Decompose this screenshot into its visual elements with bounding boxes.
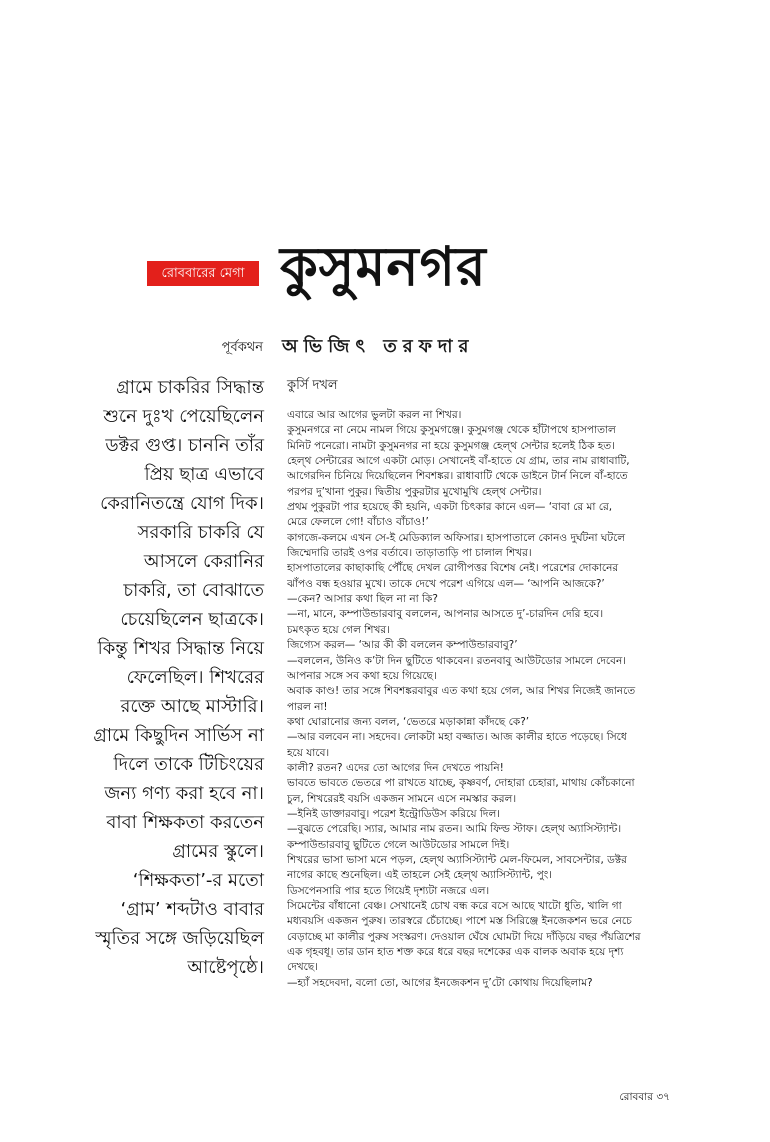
pull-quote-line: জন্য গণ্য করা হবে না। [104,783,264,804]
body-line: চুল, শিখরেরই বয়সি একজন সামনে এসে নমস্কার করল। [287,792,517,805]
pull-quote-line: দিলে তাকে টিচিংয়ের [113,754,264,775]
body-line: কম্পাউন্ডারবাবু ছুটিতে গেলে আউটডোর সামলে দিই। [287,838,510,851]
body-line: আগেরদিন চিনিয়ে দিয়েছিলেন শিবশঙ্কর। রাধাবাটি থেকে ডাইনে টার্ন নিলে বাঁ-হাতে [287,470,628,483]
body-line: জিম্মেদারি তারই ওপর বর্তাবে। তাড়াতাড়ি পা চালাল শিখর। [287,547,532,560]
body-line: নাগের কাছে শুনেছিল। এই তাহলে সেই হেল্‌থ অ্যাসিস্ট্যান্ট, পুং। [287,869,553,882]
body-line: শিখরের ভাসা ভাসা মনে পড়ল, হেল্‌থ অ্যাসিস্ট্যান্ট মেল-ফিমেল, সাবসেন্টার, ডক্টর [287,853,627,866]
author-name: অভিজিৎ তরফদার [282,336,475,357]
body-line: ভাবতে ভাবতে ভেতরে পা রাখতে যাচ্ছে, কৃষ্ণবর্ণ, দোহারা চেহারা, মাথায় কোঁচকানো [287,777,635,790]
section-heading: কুর্সি দখল [287,378,338,393]
pull-quote-line: ‘শিক্ষকতা’-র মতো [132,870,264,891]
body-line: —বুঝতে পেরেছি। স্যার, আমার নাম রতন। আমি ফিল্ড স্টাফ। হেল্‌থ অ্যাসিস্ট্যান্ট। [287,823,622,836]
pull-quote-line: কেরানিতন্ত্রে যোগ দিক। [100,493,264,514]
pull-quote-line: স্মৃতির সঙ্গে জড়িয়েছিল [95,928,264,949]
pull-quote-line: প্রিয় ছাত্র এভাবে [144,464,264,485]
body-line: মধ্যবয়সি একজন পুরুষ। তারস্বরে চেঁচাচ্ছে। পাশে মস্ত সিরিঞ্জে ইনজেকশন ভরে নেচে [287,915,632,928]
body-line: —না, মানে, কম্পাউন্ডারবাবু বললেন, আপনার আসতে দু’-চারদিন দেরি হবে। [287,608,604,621]
body-line: সিমেন্টের বাঁধানো বেঞ্চ। সেখানেই চোখ বন্ধ করে বসে আছে খাটো ধুতি, খালি গা [287,900,622,912]
body-line: কুসুমনগরে না নেমে নামল গিয়ে কুসুমগঞ্জে। কুসুমগঞ্জ থেকে হাঁটাপথে হাসপাতাল [287,424,616,437]
body-line: কাগজে-কলমে এখন সে-ই মেডিক্যাল অফিসার। হাসপাতালে কোনও দুর্ঘটনা ঘটলে [287,531,626,544]
body-line: পারল না! [287,700,328,713]
pull-quote-line: রক্তে আছে মাস্টারি। [120,696,264,717]
body-line: হাসপাতালের কাছাকাছি পৌঁছে দেখল রোগীপত্তর বিশেষ নেই। পরেশের দোকানের [287,562,619,575]
body-line: হয়ে যাবে। [287,746,330,759]
pull-quote-line: গ্রামে কিছুদিন সার্ভিস না [93,725,264,746]
pull-quote-line: ডক্টর গুপ্ত। চাননি তাঁর [105,435,264,456]
pull-quote-line: চেয়েছিলেন ছাত্রকে। [120,609,264,630]
body-line: কথা ঘোরানোর জন্য বলল, ‘ভেতরে মড়াকান্না কাঁদছে কে?’ [287,715,530,728]
body-line: দেখছে। [287,961,319,974]
pull-quote-line: ফেলেছিল। শিখরের [126,667,264,688]
body-line: —আর বলবেন না। সহদেব। লোকটা মহা বজ্জাত। আজ কালীর হাতে পড়েছে। সিধে [287,731,627,744]
body-line: —কেন? আসার কথা ছিল না না কি? [287,593,438,606]
pull-quote-line: গ্রামে চাকরির সিদ্ধান্ত [116,377,264,398]
body-line: মেরে ফেললে গো! বাঁচাও বাঁচাও!’ [287,516,429,529]
pull-quote [60,373,264,982]
section-tag: রোববারের মেগা [147,261,259,286]
body-line: চমৎকৃত হয়ে গেল শিখর। [287,623,390,636]
body-line: মিনিট পনেরো। নামটা কুসুমনগর না হয়ে কুসুমগঞ্জ হেল্‌থ সেন্টার হলেই ঠিক হত। [287,439,615,452]
body-line: এবারে আর আগের ভুলটা করল না শিখর। [287,409,462,421]
body-line: এক গৃহবধূ। তার ডান হাত শক্ত করে ধরে বছর দশেকের এক বালক অবাক হয়ে দৃশ্য [287,946,624,959]
page-folio: রোববার ৩৭ [619,1091,670,1103]
body-line: ডিসপেনসারি পার হতে গিয়েই দৃশ্যটা নজরে এল। [287,884,490,897]
pull-quote-line: কিন্তু শিখর সিদ্ধান্ত নিয়ে [97,638,264,659]
pull-quote-line: সরকারি চাকরি যে [137,522,264,543]
page-title: কুসুমনগর [280,235,487,298]
body-line: —হ্যাঁ সহদেবদা, বলো তো, আগের ইনজেকশন দু’টো কোথায় দিয়েছিলাম? [287,976,593,989]
pull-quote-line: আসলে কেরানির [143,551,264,572]
body-line: প্রথম পুকুরটা পার হয়েছে কী হয়নি, একটা চিৎকার কানে এল— ‘বাবা রে মা রে, [287,501,613,514]
pull-quote-line: শুনে দুঃখ পেয়েছিলেন [103,406,264,427]
pull-quote-line: বাবা শিক্ষকতা করতেন [106,812,264,833]
body-line: —বললেন, উনিও ক’টা দিন ছুটিতে থাকবেন। রতনবাবু আউটডোর সামলে দেবেন। [287,654,627,667]
body-line: কালী? রতন? এদের তো আগের দিন দেখতে পায়নি! [287,761,504,774]
pull-quote-line: আষ্টেপৃষ্ঠে। [187,957,264,978]
body-line: জিগ্যেস করল— ‘আর কী কী বললেন কম্পাউন্ডারবাবু?’ [287,639,518,652]
body-line: আপনার সঙ্গে সব কথা হয়ে গিয়েছে। [287,669,437,682]
pull-quote-line: গ্রামের স্কুলে। [172,841,264,862]
recap-label: পূর্বকথন [221,340,263,355]
body-line: বেড়াচ্ছে মা কালীর পুরুষ সংস্করণ। দেওয়াল ঘেঁষে ঘোমটা দিয়ে দাঁড়িয়ে বছর পঁয়ত্রিশের [287,930,641,943]
body-line: অবাক কাণ্ড! তার সঙ্গে শিবশঙ্করবাবুর এত কথা হয়ে গেল, আর শিখর নিজেই জানতে [287,685,636,698]
body-line: —ইনিই ডাক্তারবাবু। পরেশ ইন্ট্রোডিউস করিয়ে দিল। [287,807,501,820]
body-line: ঝাঁপও বন্ধ হওয়ার মুখে। তাকে দেখে পরেশ এগিয়ে এল— ‘আপনি আজকে?’ [287,577,605,590]
pull-quote-line: ‘গ্রাম’ শব্দটাও বাবার [120,899,264,920]
body-line: পরপর দু’খানা পুকুর। দ্বিতীয় পুকুরটার মুখোমুখি হেল্‌থ সেন্টার। [287,485,542,498]
pull-quote-line: চাকরি, তা বোঝাতে [123,580,264,601]
article-body [287,408,672,991]
body-line: হেল্‌থ সেন্টারের আগে একটা মোড়। সেখানেই বাঁ-হাতে যে গ্রাম, তার নাম রাধাবাটি, [287,455,630,468]
